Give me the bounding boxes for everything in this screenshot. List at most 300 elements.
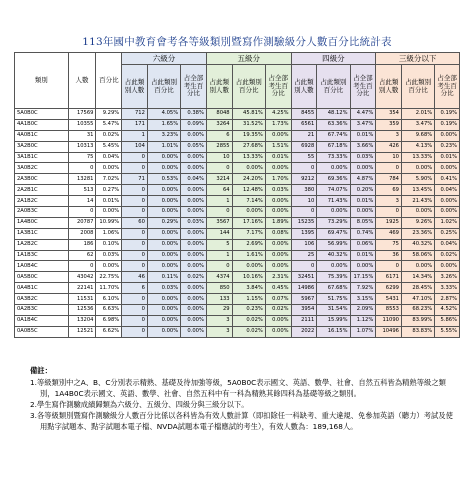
value-cell: 6 [206,130,232,141]
value-cell: 4374 [206,272,232,283]
value-cell: 24.20% [232,174,265,185]
value-cell: 0.00% [181,152,207,163]
value-cell: 0.00% [265,315,291,326]
value-cell: 0.00% [147,152,180,163]
table-row [15,109,460,120]
value-cell: 9.68% [401,130,434,141]
value-cell: 10 [206,152,232,163]
value-cell: 45.81% [232,109,265,120]
value-cell: 0.23% [232,305,265,316]
value-cell: 0.45% [265,283,291,294]
value-cell: 64 [206,185,232,196]
value-cell: 3 [376,196,402,207]
value-cell: 58.06% [401,250,434,261]
value-cell: 0.00% [181,315,207,326]
value-cell: 0.00% [181,163,207,174]
value-cell: 3 [206,315,232,326]
sub-header-six-2: 占全部考生百分比 [181,65,207,109]
value-cell: 0.11% [147,272,180,283]
table-row [15,207,460,218]
sub-header-three-2: 占全部考生百分比 [435,65,460,109]
value-cell: 0.00% [232,207,265,218]
value-cell: 13204 [68,315,96,326]
value-cell: 71.43% [317,196,350,207]
value-cell: 1.02% [435,217,460,228]
value-cell: 10.16% [232,272,265,283]
value-cell: 6.62% [96,326,122,337]
value-cell: 0 [122,315,148,326]
note-item-1: 1.等級類別中之A、B、C分別表示精熟、基礎及待加強等級，5A0B0C表示國文、英語、數學、社會、自然五科皆為精熟等級之類別，1A4B0C表示國文、英語、數學、社會、自然五科中有一科為精熟其餘四科為基礎等級之類別。 [30,378,446,398]
value-cell: 784 [376,174,402,185]
value-cell: 0.00% [265,196,291,207]
value-cell: 0 [376,207,402,218]
value-cell: 0.06% [350,239,376,250]
value-cell: 0.00% [147,207,180,218]
table-row [15,141,460,152]
value-cell: 4.13% [401,141,434,152]
value-cell: 5.45% [96,141,122,152]
value-cell: 0.00% [181,305,207,316]
value-cell: 2022 [291,326,317,337]
notes-heading: 備註： [30,366,52,375]
value-cell: 3.84% [232,283,265,294]
value-cell: 0.74% [350,228,376,239]
value-cell: 67.18% [317,141,350,152]
value-cell: 75 [68,152,96,163]
value-cell: 10 [291,196,317,207]
value-cell: 13.33% [401,152,434,163]
value-cell: 12521 [68,326,96,337]
value-cell: 17.16% [232,217,265,228]
value-cell: 0.01% [435,152,460,163]
category-cell: 2A0B3C [15,207,69,218]
category-cell: 3A2B0C [15,141,69,152]
value-cell: 0.00% [317,163,350,174]
value-cell: 31.52% [232,119,265,130]
value-cell: 16.15% [317,326,350,337]
value-cell: 0.01% [350,196,376,207]
value-cell: 0.00% [435,196,460,207]
value-cell: 0.00% [401,261,434,272]
value-cell: 0.00% [181,326,207,337]
value-cell: 7.02% [96,174,122,185]
value-cell: 2111 [291,315,317,326]
value-cell: 2.01% [401,109,434,120]
category-cell: 1A3B1C [15,228,69,239]
value-cell: 0.00% [265,261,291,272]
value-cell: 51.75% [317,294,350,305]
value-cell: 0.00% [147,185,180,196]
value-cell: 73.33% [317,152,350,163]
value-cell: 75 [376,239,402,250]
value-cell: 0.03% [147,283,180,294]
value-cell: 0.25% [435,228,460,239]
value-cell: 0 [122,207,148,218]
value-cell: 3.47% [401,119,434,130]
value-cell: 5.47% [96,119,122,130]
value-cell: 23.36% [401,228,434,239]
value-cell: 0.07% [265,294,291,305]
value-cell: 6.63% [96,305,122,316]
category-cell: 3A1B1C [15,152,69,163]
value-cell: 0.00% [401,163,434,174]
value-cell: 0.00% [147,315,180,326]
value-cell: 0 [291,163,317,174]
value-cell: 69.47% [317,228,350,239]
value-cell: 0 [68,163,96,174]
value-cell: 14986 [291,283,317,294]
table-row [15,294,460,305]
category-cell: 2A1B2C [15,196,69,207]
table-row [15,305,460,316]
value-cell: 0.02% [96,130,122,141]
value-cell: 0.00% [232,261,265,272]
value-cell: 104 [122,141,148,152]
value-cell: 4.47% [350,109,376,120]
value-cell: 22141 [68,283,96,294]
level-five-header: 五級分 [206,53,291,65]
value-cell: 19.35% [232,130,265,141]
value-cell: 31 [68,130,96,141]
value-cell: 31.54% [317,305,350,316]
value-cell: 0 [122,185,148,196]
value-cell: 0.02% [232,315,265,326]
value-cell: 56.99% [317,239,350,250]
value-cell: 0.09% [181,119,207,130]
value-cell: 1.73% [265,119,291,130]
table-row [15,163,460,174]
value-cell: 0.23% [435,141,460,152]
value-cell: 9.29% [96,109,122,120]
value-cell: 29 [206,305,232,316]
value-cell: 1 [206,196,232,207]
value-cell: 8455 [291,109,317,120]
value-cell: 0.01% [350,250,376,261]
sub-header-four-0: 占此類別人數 [291,65,317,109]
category-cell: 4A0B1C [15,130,69,141]
value-cell: 0.03% [181,217,207,228]
value-cell: 0 [68,207,96,218]
category-cell: 1A4B0C [15,217,69,228]
value-cell: 0.38% [181,109,207,120]
value-cell: 0 [122,239,148,250]
value-cell: 43042 [68,272,96,283]
value-cell: 11090 [376,315,402,326]
value-cell: 68.23% [401,305,434,316]
table-row [15,239,460,250]
table-row [15,217,460,228]
value-cell: 359 [376,119,402,130]
category-cell: 0A4B1C [15,283,69,294]
value-cell: 0 [122,261,148,272]
value-cell: 0.00% [96,163,122,174]
value-cell: 1.89% [265,217,291,228]
value-cell: 27.68% [232,141,265,152]
value-cell: 144 [206,228,232,239]
value-cell: 3.26% [435,272,460,283]
value-cell: 0 [122,250,148,261]
category-cell: 0A5B0C [15,272,69,283]
table-row [15,185,460,196]
value-cell: 0.00% [265,163,291,174]
page-title: 113年國中教育會考各等級類別暨寫作測驗級分人數百分比統計表 [82,36,392,48]
value-cell: 8048 [206,109,232,120]
sub-header-six-1: 占此類別百分比 [147,65,180,109]
value-cell: 69 [376,185,402,196]
value-cell: 9212 [291,174,317,185]
value-cell: 21 [291,130,317,141]
value-cell: 0.00% [147,294,180,305]
value-cell: 1 [206,250,232,261]
value-cell: 0.00% [181,283,207,294]
value-cell: 3 [206,326,232,337]
value-cell: 7.14% [232,196,265,207]
sub-header-three-0: 占此類別人數 [376,65,402,109]
value-cell: 4.52% [435,305,460,316]
value-cell: 0 [122,152,148,163]
sub-header-four-1: 占此類別百分比 [317,65,350,109]
table-row [15,196,460,207]
value-cell: 10355 [68,119,96,130]
category-cell: 0A2B3C [15,305,69,316]
value-cell: 0.29% [147,217,180,228]
value-cell: 0.00% [435,207,460,218]
value-cell: 17.15% [350,272,376,283]
category-cell: 0A1B4C [15,315,69,326]
table-row [15,315,460,326]
value-cell: 1925 [376,217,402,228]
value-cell: 3264 [206,119,232,130]
value-cell: 0.00% [265,326,291,337]
value-cell: 10313 [68,141,96,152]
value-cell: 426 [376,141,402,152]
value-cell: 3214 [206,174,232,185]
value-cell: 0.00% [147,228,180,239]
value-cell: 0.00% [435,163,460,174]
value-cell: 0.00% [350,261,376,272]
sub-header-five-0: 占此類別人數 [206,65,232,109]
value-cell: 0 [206,207,232,218]
value-cell: 67.68% [317,283,350,294]
value-cell: 8.05% [350,217,376,228]
value-cell: 0.19% [435,119,460,130]
value-cell: 0.00% [181,239,207,250]
value-cell: 0.20% [350,185,376,196]
value-cell: 17569 [68,109,96,120]
sub-header-four-2: 占全部考生百分比 [350,65,376,109]
table-row [15,261,460,272]
value-cell: 28.45% [401,283,434,294]
value-cell: 75.39% [317,272,350,283]
value-cell: 0.00% [435,261,460,272]
value-cell: 13.33% [232,152,265,163]
value-cell: 6171 [376,272,402,283]
value-cell: 3.66% [350,141,376,152]
value-cell: 6.98% [96,315,122,326]
table-row [15,326,460,337]
note-item-2: 2.學生寫作測驗成績歸類為六級分、五級分、四級分與三級分以下。 [30,400,249,409]
value-cell: 0.00% [147,239,180,250]
value-cell: 15.99% [317,315,350,326]
value-cell: 1.06% [96,228,122,239]
statistics-table [14,52,460,338]
value-cell: 0.00% [181,261,207,272]
value-cell: 0.02% [435,250,460,261]
value-cell: 21.43% [401,196,434,207]
value-cell: 712 [122,109,148,120]
value-cell: 1.51% [265,141,291,152]
table-row [15,250,460,261]
value-cell: 0.00% [265,239,291,250]
value-cell: 1.12% [350,315,376,326]
value-cell: 7.17% [232,228,265,239]
table-row [15,272,460,283]
value-cell: 6.10% [96,294,122,305]
value-cell: 0.00% [265,130,291,141]
value-cell: 10 [376,152,402,163]
note-item-3: 3.各等級類別暨寫作測驗級分人數百分比係以各科皆為有效人數計算（即扣除任一科缺考、重大違規、免參加英語（聽力）考試及使用點字試題本、點字試題本電子檔、NVDA試題本電子檔應試的考生），有效人數為：189,168人。 [30,411,453,431]
value-cell: 0.00% [350,163,376,174]
value-cell: 46 [122,272,148,283]
value-cell: 0.03% [96,250,122,261]
table-row [15,228,460,239]
value-cell: 2.31% [265,272,291,283]
notes-section [30,365,460,432]
value-cell: 62 [68,250,96,261]
value-cell: 106 [291,239,317,250]
value-cell: 3567 [206,217,232,228]
value-cell: 40.32% [401,239,434,250]
value-cell: 2855 [206,141,232,152]
header-count: 人數 [68,53,96,109]
value-cell: 71 [122,174,148,185]
value-cell: 0.05% [181,141,207,152]
category-cell: 3A0B2C [15,163,69,174]
category-cell: 1A0B4C [15,261,69,272]
value-cell: 36 [376,250,402,261]
value-cell: 0 [291,261,317,272]
value-cell: 0.00% [265,207,291,218]
value-cell: 0.00% [147,326,180,337]
value-cell: 0 [376,163,402,174]
value-cell: 0.00% [181,250,207,261]
value-cell: 0.00% [265,250,291,261]
value-cell: 20787 [68,217,96,228]
value-cell: 14.34% [401,272,434,283]
value-cell: 1.61% [232,250,265,261]
value-cell: 133 [206,294,232,305]
value-cell: 12536 [68,305,96,316]
value-cell: 380 [291,185,317,196]
category-cell: 1A1B3C [15,250,69,261]
value-cell: 0.00% [401,207,434,218]
value-cell: 0.01% [350,130,376,141]
value-cell: 25 [291,250,317,261]
sub-header-five-1: 占此類別百分比 [232,65,265,109]
value-cell: 40.32% [317,250,350,261]
value-cell: 67.74% [317,130,350,141]
value-cell: 0.53% [147,174,180,185]
value-cell: 3.15% [350,294,376,305]
value-cell: 5.86% [435,315,460,326]
table-row [15,119,460,130]
value-cell: 0.00% [317,207,350,218]
sub-header-five-2: 占全部考生百分比 [265,65,291,109]
value-cell: 0.00% [147,163,180,174]
value-cell: 10496 [376,326,402,337]
value-cell: 14 [68,196,96,207]
value-cell: 0.00% [181,185,207,196]
category-cell: 1A2B2C [15,239,69,250]
value-cell: 0.01% [265,152,291,163]
value-cell: 1.70% [265,174,291,185]
value-cell: 0.02% [232,326,265,337]
value-cell: 0 [122,326,148,337]
value-cell: 48.12% [317,109,350,120]
value-cell: 73.29% [317,217,350,228]
value-cell: 0 [122,228,148,239]
header-category: 類別 [15,53,69,109]
value-cell: 0.00% [232,163,265,174]
value-cell: 3 [376,130,402,141]
value-cell: 6299 [376,283,402,294]
table-row [15,130,460,141]
value-cell: 0.27% [96,185,122,196]
value-cell: 63.36% [317,119,350,130]
value-cell: 5.55% [435,326,460,337]
value-cell: 1.15% [232,294,265,305]
value-cell: 22.75% [96,272,122,283]
value-cell: 0.00% [147,261,180,272]
value-cell: 0 [206,261,232,272]
value-cell: 0.00% [147,196,180,207]
value-cell: 2.69% [232,239,265,250]
value-cell: 4.05% [147,109,180,120]
level-six-header: 六級分 [122,53,207,65]
category-cell: 5A0B0C [15,109,69,120]
level-header-row [15,53,460,65]
value-cell: 4.87% [350,174,376,185]
value-cell: 0.00% [147,250,180,261]
header-percent: 百分比 [96,53,122,109]
value-cell: 0.04% [435,185,460,196]
level-four-header: 四級分 [291,53,376,65]
value-cell: 0 [291,207,317,218]
value-cell: 3.33% [435,283,460,294]
value-cell: 5967 [291,294,317,305]
value-cell: 13.45% [401,185,434,196]
table-row [15,174,460,185]
value-cell: 3.23% [147,130,180,141]
value-cell: 0.00% [435,130,460,141]
value-cell: 3.47% [350,119,376,130]
value-cell: 1.07% [350,326,376,337]
value-cell: 60 [122,217,148,228]
value-cell: 0.00% [181,294,207,305]
value-cell: 0.08% [265,228,291,239]
value-cell: 469 [376,228,402,239]
value-cell: 354 [376,109,402,120]
value-cell: 9.26% [401,217,434,228]
category-cell: 0A3B2C [15,294,69,305]
value-cell: 0.03% [265,185,291,196]
value-cell: 0.04% [435,239,460,250]
value-cell: 4.25% [265,109,291,120]
value-cell: 0.10% [96,239,122,250]
value-cell: 5431 [376,294,402,305]
value-cell: 0.41% [435,174,460,185]
value-cell: 2008 [68,228,96,239]
